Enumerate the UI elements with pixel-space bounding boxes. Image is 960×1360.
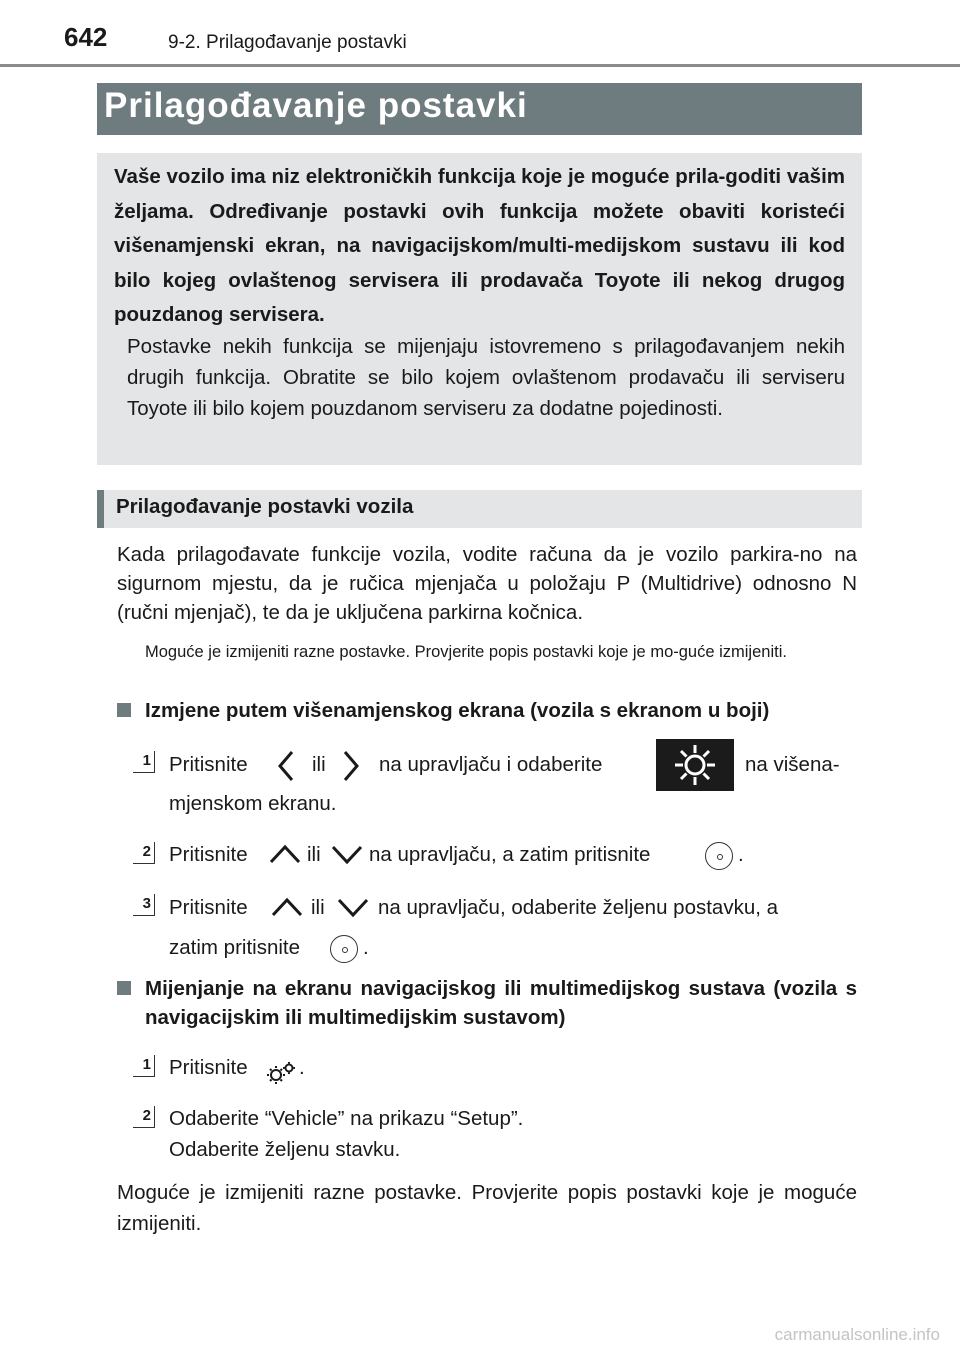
step-number: 2 bbox=[133, 1106, 155, 1128]
step-text: . bbox=[738, 843, 744, 866]
chevron-down-icon bbox=[336, 895, 370, 919]
settings-gear-tile bbox=[656, 739, 734, 791]
subsection-heading: Prilagođavanje postavki vozila bbox=[116, 495, 414, 518]
page-title: Prilagođavanje postavki bbox=[104, 86, 528, 125]
step-text: zatim pritisnite bbox=[169, 936, 301, 959]
step-text: Odaberite “Vehicle” na prikazu “Setup”. bbox=[169, 1107, 524, 1130]
step-text: na upravljaču, odaberite željenu postavku, a bbox=[378, 896, 779, 919]
step-number: 2 bbox=[133, 842, 155, 864]
step-text: na višena- bbox=[745, 753, 840, 776]
intro-note: Postavke nekih funkcija se mijenjaju istovremeno s prilagođavanjem nekih drugih funkcija. Obratite se bilo kojem ovlaštenom prodavaču ili serviseru Toyote ili bilo kojem pouzdanom serviseru za dodatne pojedinosti. bbox=[127, 335, 845, 420]
square-bullet-icon bbox=[117, 981, 131, 995]
step-text: Pritisnite bbox=[169, 843, 248, 866]
chevron-right-icon bbox=[340, 749, 362, 783]
step-text: ili bbox=[307, 843, 321, 866]
setup-gears-icon bbox=[266, 1060, 298, 1086]
mid-heading: Izmjene putem višenamjenskog ekrana (vozila s ekranom u boji) bbox=[145, 699, 770, 722]
header-section: 9-2. Prilagođavanje postavki bbox=[168, 32, 407, 53]
step-text: . bbox=[363, 936, 369, 959]
step-text: Pritisnite bbox=[169, 753, 248, 776]
step-text: ili bbox=[311, 896, 325, 919]
ok-button-icon bbox=[330, 935, 358, 963]
step-text: . bbox=[299, 1056, 305, 1079]
subsection-paragraph: Kada prilagođavate funkcije vozila, vodite računa da je vozilo parkira-no na sigurnom mjestu, da je ručica mjenjača u položaju P (Multidrive) odnosno N (ručni mjenjač), te da je uključena parkirna kočnica. bbox=[117, 543, 857, 624]
square-bullet-icon bbox=[117, 703, 131, 717]
multimedia-heading: Mijenjanje na ekranu navigacijskog ili multimedijskog sustava (vozila s navigacijskim ili multimedijskim sustavom) bbox=[145, 977, 857, 1029]
step-text: ili bbox=[312, 753, 326, 776]
chevron-up-icon bbox=[270, 895, 304, 919]
step-text: na upravljaču i odaberite bbox=[379, 753, 603, 776]
step-text: Pritisnite bbox=[169, 896, 248, 919]
step-text: mjenskom ekranu. bbox=[169, 792, 337, 815]
step-number: 1 bbox=[133, 751, 155, 773]
intro-text: Vaše vozilo ima niz elektroničkih funkcija koje je moguće prila-goditi vašim željama. Određivanje postavki ovih funkcija možete obaviti koristeći višenamjenski ekran, na navigacijskom/multi-medijskom sustavu ili kod bilo kojeg ovlaštenog servisera ili prodavača Toyote ili nekog drugog pouzdanog servisera. bbox=[114, 165, 845, 326]
watermark: carmanualsonline.info bbox=[774, 1325, 940, 1344]
step-text: Odaberite željenu stavku. bbox=[169, 1138, 401, 1161]
closing-paragraph: Moguće je izmijeniti razne postavke. Provjerite popis postavki koje je moguće izmijeniti. bbox=[117, 1181, 857, 1235]
chevron-down-icon bbox=[330, 842, 364, 866]
step-text: na upravljaču, a zatim pritisnite bbox=[369, 843, 651, 866]
ok-button-icon bbox=[705, 842, 733, 870]
chevron-left-icon bbox=[275, 749, 297, 783]
step-number: 1 bbox=[133, 1055, 155, 1077]
header-rule bbox=[0, 64, 960, 67]
subsection-note: Moguće je izmijeniti razne postavke. Provjerite popis postavki koje je mo-guće izmijeniti. bbox=[145, 643, 787, 661]
page-number: 642 bbox=[64, 22, 108, 52]
step-number: 3 bbox=[133, 894, 155, 916]
chevron-up-icon bbox=[268, 842, 302, 866]
settings-gear-icon bbox=[656, 739, 734, 791]
step-text: Pritisnite bbox=[169, 1056, 248, 1079]
